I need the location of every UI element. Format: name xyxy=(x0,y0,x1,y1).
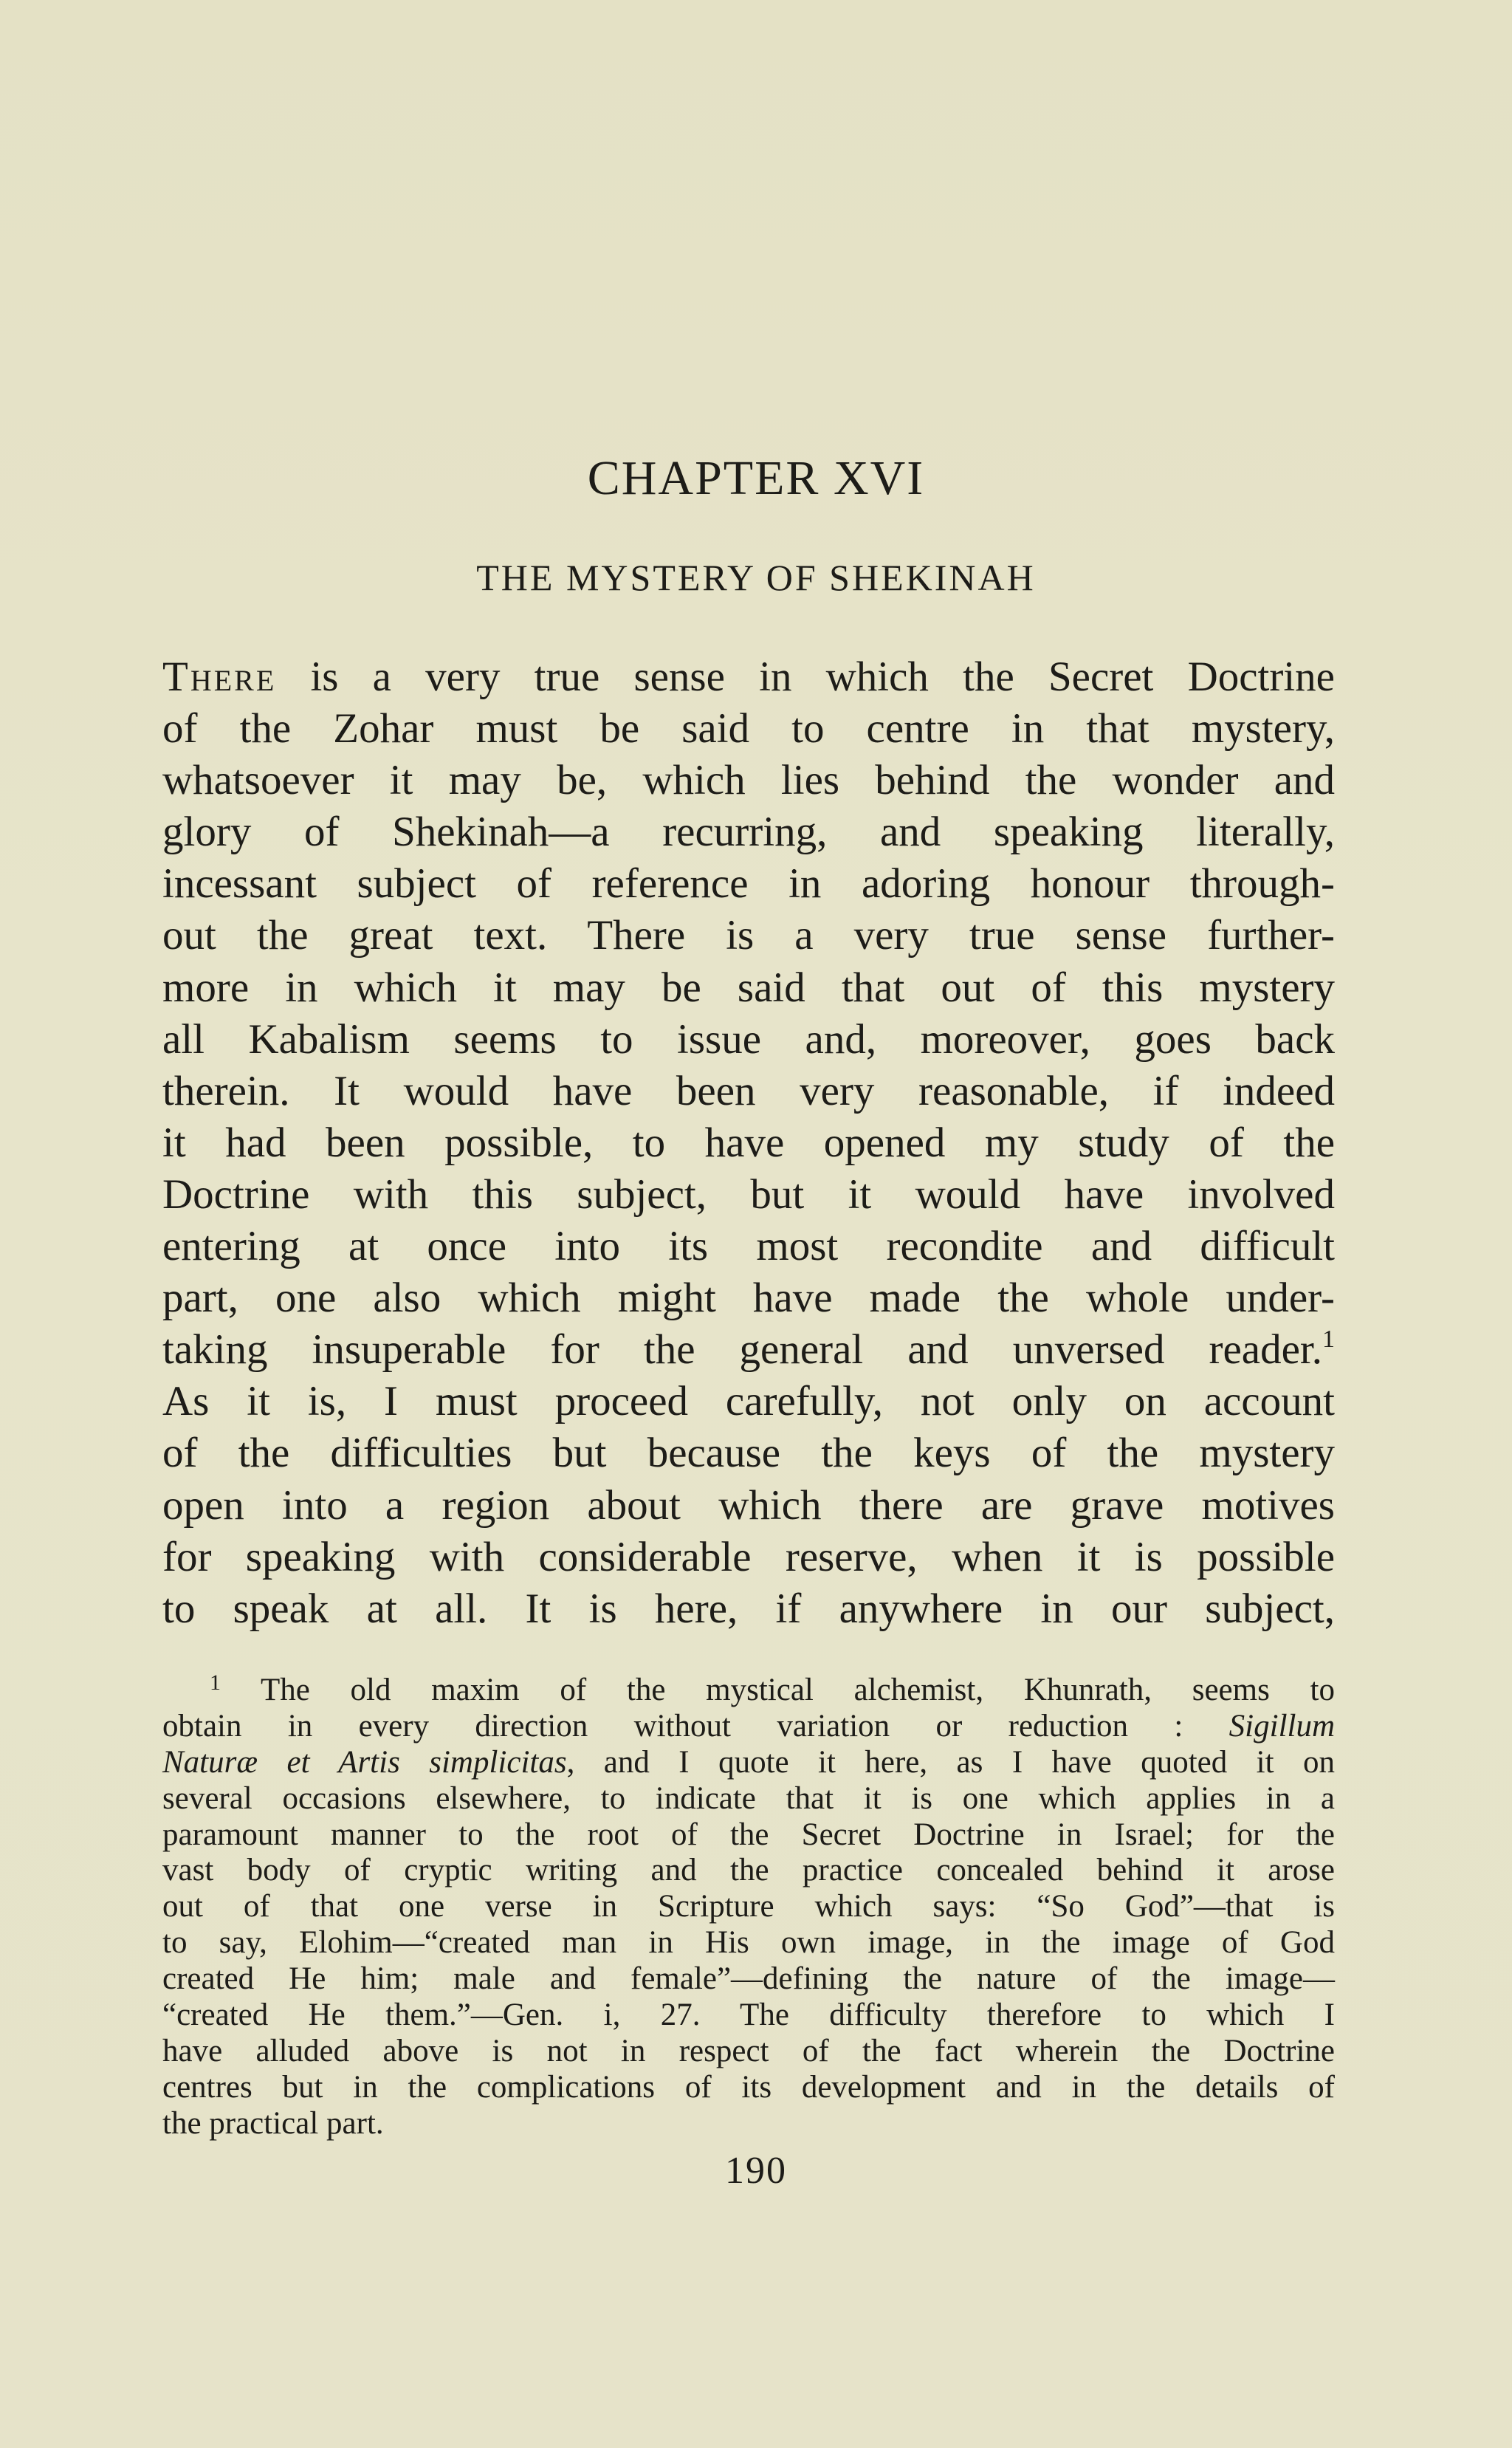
body-line xyxy=(162,1532,1335,1583)
body-line-text: part, one also which might have made the whole under- xyxy=(162,1275,1335,1322)
footnote-line: the practical part. xyxy=(162,2105,384,2141)
body-line-text: out the great text. There is a very true sense further- xyxy=(162,912,1335,959)
body-line-text: Doctrine with this subject, but it would have involved xyxy=(162,1170,1335,1218)
opening-word: There xyxy=(162,654,277,700)
body-text xyxy=(162,651,1335,1635)
body-line xyxy=(162,1272,1335,1324)
footnote-line-text: The old maxim of the mystical alchemist, Khunrath, seems to xyxy=(260,1673,1335,1707)
body-line xyxy=(162,1117,1335,1169)
body-line xyxy=(162,1324,1335,1376)
footnote-line: created He him; male and female”—defining the nature of the image— xyxy=(162,1961,1335,1997)
body-line xyxy=(162,962,1335,1014)
chapter-heading: CHAPTER XVI xyxy=(587,451,925,505)
body-line-text: glory of Shekinah—a recurring, and speaking literally, xyxy=(162,809,1335,856)
footnote-line: centres but in the complications of its development and in the details of xyxy=(162,2069,1335,2105)
body-line-text: taking insuperable for the general and unversed reader. xyxy=(162,1326,1322,1374)
footnote-line xyxy=(162,1670,1335,1709)
body-line xyxy=(162,806,1335,858)
footnote-mark: 1 xyxy=(210,1670,221,1695)
footnote-line xyxy=(162,1709,1335,1745)
body-line xyxy=(162,1066,1335,1117)
body-line xyxy=(162,1427,1335,1479)
body-line xyxy=(162,858,1335,910)
footnote-italic-text: Sigillum xyxy=(1228,1708,1336,1744)
body-line-text: entering at once into its most recondite and difficult xyxy=(162,1223,1335,1270)
footnote-line: to say, Elohim—“created man in His own image, in the image of God xyxy=(162,1925,1335,1961)
body-line xyxy=(162,1014,1335,1066)
footnote-line xyxy=(162,1745,1335,1781)
body-line xyxy=(162,1169,1335,1221)
body-line-text: incessant subject of reference in adoring honour through- xyxy=(162,860,1335,908)
footnote-line: vast body of cryptic writing and the practice concealed behind it arose xyxy=(162,1853,1335,1888)
footnote-reference: 1 xyxy=(1322,1326,1335,1354)
footnote-line: have alluded above is not in respect of the fact wherein the Doctrine xyxy=(162,2033,1335,2068)
body-line xyxy=(162,703,1335,755)
footnote xyxy=(162,1670,1336,2142)
body-line-text: it had been possible, to have opened my study of the xyxy=(162,1119,1335,1166)
page-number: 190 xyxy=(725,2150,787,2192)
footnote-line: out of that one verse in Scripture which says: “So God”—that is xyxy=(162,1889,1335,1924)
body-line xyxy=(162,1583,1335,1635)
body-line-text: open into a region about which there are grave motives xyxy=(162,1481,1335,1529)
body-line-text: therein. It would have been very reasonable, if indeed xyxy=(162,1067,1335,1114)
body-line-text: As it is, I must proceed carefully, not only on account xyxy=(162,1378,1335,1425)
body-line xyxy=(162,1376,1335,1427)
body-line-text: of the Zohar must be said to centre in that mystery, xyxy=(162,705,1335,752)
body-line-text: whatsoever it may be, which lies behind the wonder and xyxy=(162,757,1335,804)
footnote-line: paramount manner to the root of the Secret Doctrine in Israel; for the xyxy=(162,1817,1335,1852)
body-line-text: of the difficulties but because the keys of the mystery xyxy=(162,1430,1335,1477)
footnote-line-text: , and I quote it here, as I have quoted it on xyxy=(566,1744,1335,1780)
body-line xyxy=(162,651,1335,703)
body-line-text: all Kabalism seems to issue and, moreover, goes back xyxy=(162,1015,1335,1063)
body-line xyxy=(162,910,1335,961)
body-line xyxy=(162,1480,1335,1532)
footnote-line: several occasions elsewhere, to indicate that it is one which applies in a xyxy=(162,1780,1335,1816)
body-line-text: for speaking with considerable reserve, when it is possible xyxy=(162,1533,1335,1580)
body-line-text: to speak at all. It is here, if anywhere in our subject, xyxy=(162,1585,1335,1632)
chapter-title: THE MYSTERY OF SHEKINAH xyxy=(476,557,1036,598)
body-line xyxy=(162,755,1335,806)
footnote-line: “created He them.”—Gen. i, 27. The difficulty therefore to which I xyxy=(162,1998,1335,2033)
body-line xyxy=(162,1221,1335,1272)
footnote-italic-text: Naturæ et Artis simplicitas xyxy=(162,1744,567,1780)
body-line-text: is a very true sense in which the Secret Doctrine xyxy=(276,654,1335,700)
body-line-text: more in which it may be said that out of this mystery xyxy=(162,964,1335,1011)
footnote-line-text: obtain in every direction without variation or reduction : xyxy=(162,1708,1183,1744)
